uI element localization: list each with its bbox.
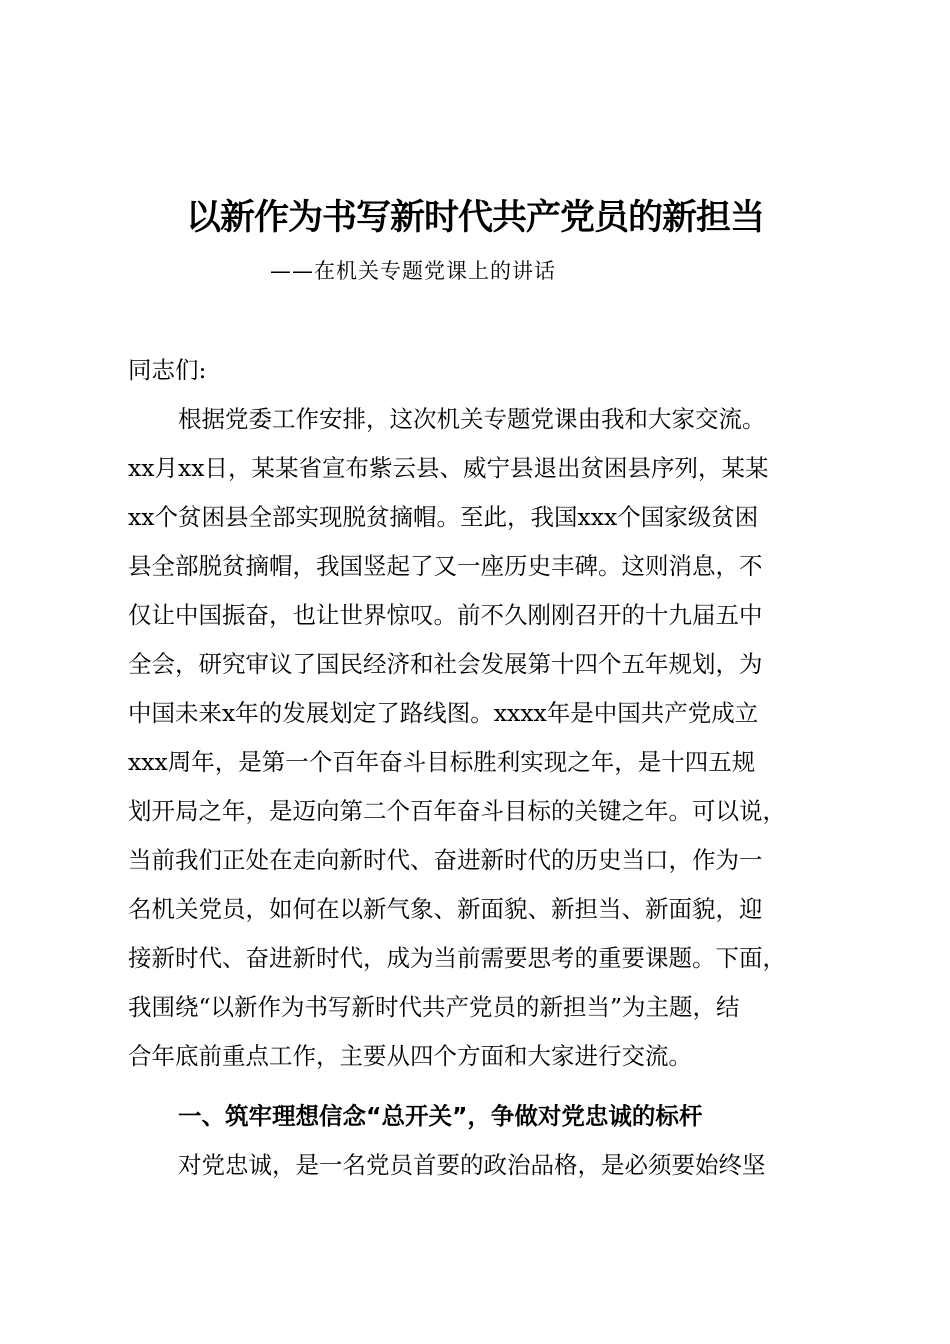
paragraph-line: 当前我们正处在走向新时代、奋进新时代的历史当口，作为一 [128,846,763,874]
document-subtitle: ——在机关专题党课上的讲话 [270,259,556,283]
salutation: 同志们: [128,356,207,384]
paragraph-line: 根据党委工作安排，这次机关专题党课由我和大家交流。 [178,405,766,433]
document-title: 以新作为书写新时代共产党员的新担当 [185,197,764,238]
paragraph-line: 合年底前重点工作，主要从四个方面和大家进行交流。 [128,1042,692,1070]
paragraph-line: 划开局之年，是迈向第二个百年奋斗目标的关键之年。可以说， [128,797,786,825]
paragraph-line: 名机关党员，如何在以新气象、新面貌、新担当、新面貌，迎 [128,895,763,923]
paragraph-line: xx个贫困县全部实现脱贫摘帽。至此，我国xxx个国家级贫困 [128,503,759,531]
paragraph-line: 中国未来x年的发展划定了路线图。xxxx年是中国共产党成立 [128,699,759,727]
paragraph-line: 接新时代、奋进新时代，成为当前需要思考的重要课题。下面， [128,944,786,972]
paragraph-line: 全会，研究审议了国民经济和社会发展第十四个五年规划，为 [128,650,763,678]
section-heading: 一、筑牢理想信念“总开关”，争做对党忠诚的标杆 [178,1102,703,1130]
paragraph-line: 县全部脱贫摘帽，我国竖起了又一座历史丰碑。这则消息，不 [128,552,763,580]
paragraph-line: 仅让中国振奋，也让世界惊叹。前不久刚刚召开的十九届五中 [128,601,763,629]
paragraph-line: xxx周年，是第一个百年奋斗目标胜利实现之年，是十四五规 [128,748,756,776]
paragraph-line: 我围绕“以新作为书写新时代共产党员的新担当”为主题，结 [128,993,740,1021]
paragraph-line: xx月xx日，某某省宣布紫云县、威宁县退出贫困县序列，某某 [128,454,769,482]
paragraph-line: 对党忠诚，是一名党员首要的政治品格，是必须要始终坚 [178,1151,766,1179]
